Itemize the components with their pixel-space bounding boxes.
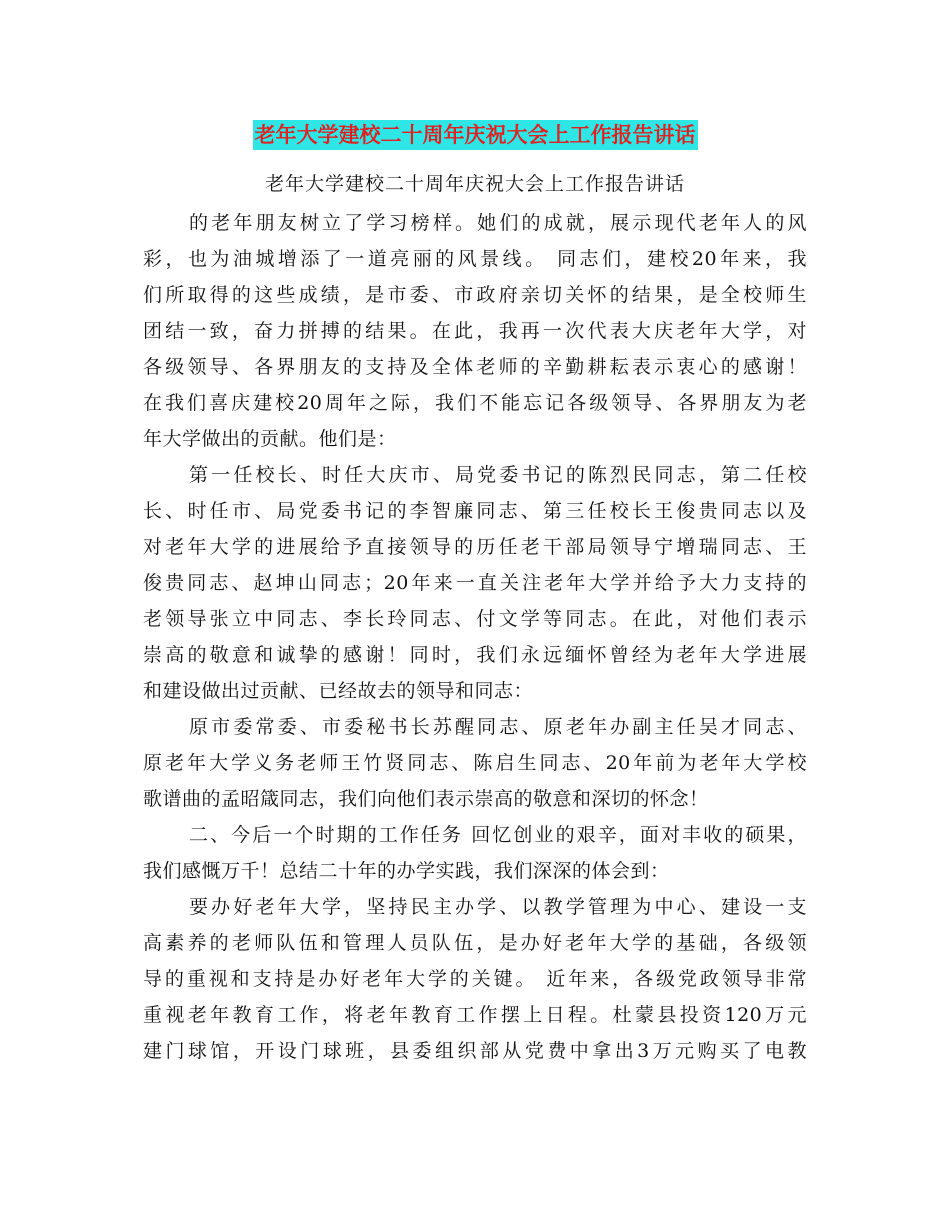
paragraph-line: 原市委常委、市委秘书长苏醒同志、原老年办副主任吴才同志、 bbox=[189, 716, 807, 738]
paragraph-line: 长、时任市、局党委书记的李智廉同志、第三任校长王俊贵同志以及 bbox=[143, 500, 807, 522]
document-title-text: 老年大学建校二十周年庆祝大会上工作报告讲话 bbox=[253, 120, 698, 150]
paragraph-line: 对老年大学的进展给予直接领导的历任老干部局领导宁增瑞同志、王 bbox=[143, 536, 807, 558]
paragraph-line: 俊贵同志、赵坤山同志；20年来一直关注老年大学并给予大力支持的 bbox=[143, 572, 807, 594]
paragraph-line: 在我们喜庆建校20周年之际，我们不能忘记各级领导、各界朋友为老 bbox=[143, 392, 807, 414]
paragraph-line: 们所取得的这些成绩，是市委、市政府亲切关怀的结果，是全校师生 bbox=[143, 284, 807, 306]
paragraph-line: 团结一致，奋力拼搏的结果。在此，我再一次代表大庆老年大学，对 bbox=[143, 320, 807, 342]
paragraph-line: 和建设做出过贡献、已经故去的领导和同志： bbox=[143, 680, 534, 702]
paragraph-line: 建门球馆，开设门球班，县委组织部从党费中拿出3万元购买了电教 bbox=[143, 1040, 807, 1062]
paragraph-line: 要办好老年大学，坚持民主办学、以教学管理为中心、建设一支 bbox=[189, 896, 807, 918]
paragraph-line: 老领导张立中同志、李长玲同志、付文学等同志。在此，对他们表示 bbox=[143, 608, 807, 630]
paragraph-line: 彩，也为油城增添了一道亮丽的风景线。 同志们，建校20年来，我 bbox=[143, 248, 807, 270]
paragraph-line: 第一任校长、时任大庆市、局党委书记的陈烈民同志，第二任校 bbox=[189, 464, 807, 486]
document-title bbox=[0, 112, 950, 150]
paragraph-line: 重视老年教育工作，将老年教育工作摆上日程。杜蒙县投资120万元 bbox=[143, 1004, 807, 1026]
paragraph-line: 的老年朋友树立了学习榜样。她们的成就，展示现代老年人的风 bbox=[189, 212, 807, 234]
paragraph-line: 年大学做出的贡献。他们是： bbox=[143, 428, 397, 450]
document-body bbox=[143, 205, 807, 1069]
paragraph-line: 崇高的敬意和诚挚的感谢！同时，我们永远缅怀曾经为老年大学进展 bbox=[143, 644, 807, 666]
paragraph-line: 原老年大学义务老师王竹贤同志、陈启生同志、20年前为老年大学校 bbox=[143, 752, 807, 774]
paragraph-line: 高素养的老师队伍和管理人员队伍，是办好老年大学的基础，各级领 bbox=[143, 932, 807, 954]
paragraph-line: 歌谱曲的孟昭箴同志，我们向他们表示崇高的敬意和深切的怀念！ bbox=[143, 788, 709, 810]
paragraph-line: 导的重视和支持是办好老年大学的关键。 近年来，各级党政领导非常 bbox=[143, 968, 807, 990]
paragraph-line: 各级领导、各界朋友的支持及全体老师的辛勤耕耘表示衷心的感谢！ bbox=[143, 356, 807, 378]
paragraph-line: 二、今后一个时期的工作任务 回忆创业的艰辛，面对丰收的硕果， bbox=[189, 824, 807, 846]
paragraph-line: 我们感慨万千！总结二十年的办学实践，我们深深的体会到： bbox=[143, 860, 670, 882]
document-subtitle: 老年大学建校二十周年庆祝大会上工作报告讲话 bbox=[264, 173, 685, 195]
